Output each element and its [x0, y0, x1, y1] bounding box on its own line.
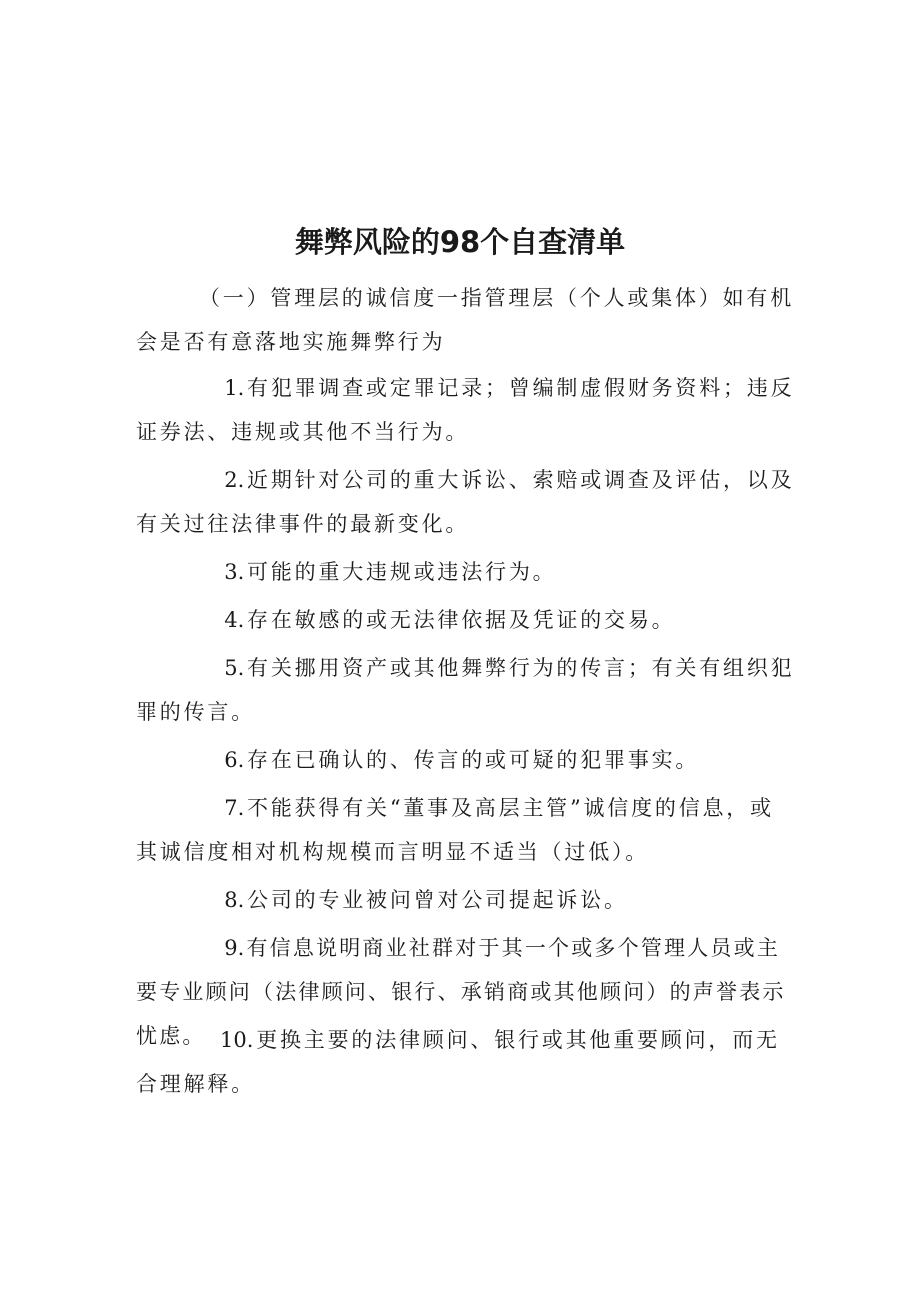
- item-text: .不能获得有关“董事及高层主管”诚信度的信息，或其诚信度相对机构规模而言明显不适当（过低）。: [136, 796, 774, 864]
- checklist-item: [136, 878, 796, 922]
- item-text: .近期针对公司的重大诉讼、索赔或调查及评估，以及有关过往法律事件的最新变化。: [136, 468, 795, 536]
- item-text: .更换主要的法律顾问、银行或其他重要顾问，而无合理解释。: [136, 1028, 780, 1096]
- checklist-item: [136, 738, 796, 782]
- item-number: 10: [220, 1028, 247, 1052]
- item-text: .可能的重大违规或违法行为。: [237, 560, 557, 584]
- item-number: 3: [224, 560, 238, 584]
- item-text: .公司的专业被问曾对公司提起诉讼。: [237, 888, 628, 912]
- checklist-item: [136, 1018, 796, 1106]
- checklist-item: [136, 646, 796, 734]
- checklist-item: [136, 458, 796, 546]
- item-number: 1: [224, 376, 238, 400]
- item-number: 4: [224, 608, 238, 632]
- item-number: 8: [224, 888, 238, 912]
- item-text: .有信息说明商业社群对于其一个或多个管理人员或主要专业顾问（法律顾问、银行、承销商或其他顾问）的声誉表示忧虑。: [136, 936, 786, 1048]
- item-number: 9: [224, 936, 238, 960]
- item-number: 6: [224, 748, 238, 772]
- document-title: 舞弊风险的98个自查清单: [294, 225, 626, 259]
- checklist-item: [136, 786, 796, 874]
- item-text: .有犯罪调查或定罪记录；曾编制虚假财务资料；违反证券法、违规或其他不当行为。: [136, 376, 795, 444]
- item-number: 7: [224, 796, 238, 820]
- checklist-item: [136, 598, 796, 642]
- item-text: .存在敏感的或无法律依据及凭证的交易。: [237, 608, 676, 632]
- item-number: 5: [224, 656, 238, 680]
- item-number: 2: [224, 468, 238, 492]
- checklist-item: [136, 366, 796, 454]
- section-intro: （一）管理层的诚信度一指管理层（个人或集体）如有机会是否有意落地实施舞弊行为: [136, 286, 794, 354]
- item-text: .存在已确认的、传言的或可疑的犯罪事实。: [237, 748, 700, 772]
- item-text: .有关挪用资产或其他舞弊行为的传言；有关有组织犯罪的传言。: [136, 656, 795, 724]
- checklist-item: [136, 550, 796, 594]
